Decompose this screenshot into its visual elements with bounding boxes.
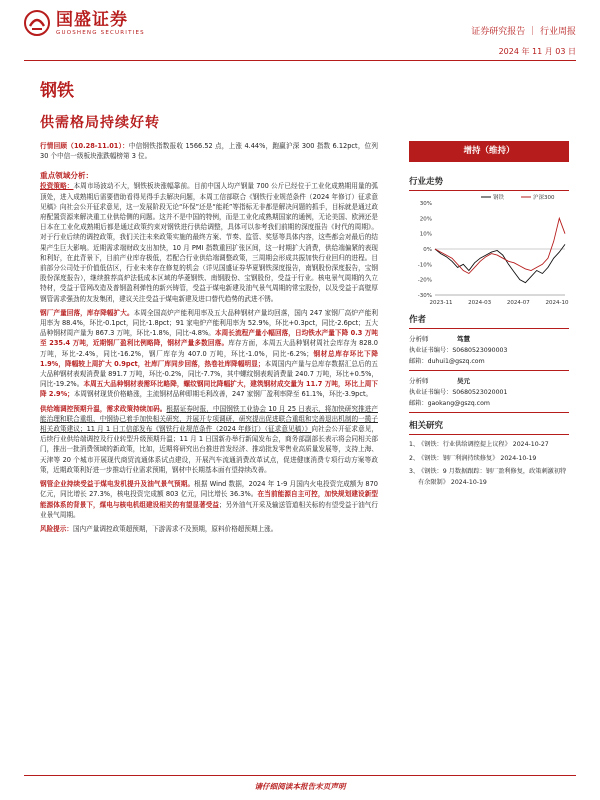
analyst-role: 分析师 [409, 377, 429, 385]
focus-section-title: 重点领域分析： [40, 171, 94, 181]
report-date: 2024 年 11 月 03 日 [498, 47, 576, 56]
document-type: 证券研究报告 ｜ 行业周报 [471, 27, 576, 37]
y-tick-label: 0% [423, 247, 432, 253]
y-tick-label: -20% [417, 277, 432, 284]
supply-policy-text-2: 向社会公开征求意见，后续行业供给端调控及行业转型升级预期升温；11 月 1 日国新办举行新闻发布会，商务部副部长表示将会同相关部门，推出一批消费领域的新政策，比如，近期将研究出台推进首发经济、推动批发零售业高质量发展等，支持上海、天津等 20 个城市开展现代商贸流通体系试点建设，开展汽车流通消费改革试点，促进健康消费专项行动方案等政策，近期政策利好进一步推动行业需求预期，钢材中长期基本面有望持续改善。 [40, 425, 379, 474]
output-inventory-lead: 钢厂产量回落，库存降幅扩大。 [40, 308, 134, 317]
output-inventory-highlight-2: 钢材总库存环比下降 1.9%，降幅较上周扩大 0.9pct，社库厂库同步回落，热卷社库降幅明显； [40, 349, 379, 368]
rating-badge: 增持（维持） [409, 141, 569, 162]
email-address[interactable]: duhui1@gszq.com [427, 358, 485, 365]
supply-policy [40, 404, 378, 475]
investment-strategy [40, 181, 378, 303]
series-line-csi300 [435, 218, 565, 273]
related-report-item[interactable] [409, 467, 569, 488]
company-logo [24, 10, 145, 36]
report-headline: 供需格局持续好转 [40, 115, 160, 131]
footer-divider [24, 775, 576, 776]
risk-warning [40, 524, 378, 534]
output-inventory-text-1: 本周全国高炉产能利用率及五大品种钢材产量均回落，国内 247 家钢厂高炉产能利用率为 88.4%，环比-0.1pct，同比-1.8pct；91 家电炉产能利用率为 52.9%，环比+0.3pct，同比-2.6pct；五大品种钢材周产量为 867.3 万吨，环比-1.8%，同比-4.8%。 [40, 308, 379, 338]
trend-chart [409, 191, 569, 309]
x-tick-label: 2024-10 [545, 300, 569, 306]
analyst-name: 笃慧 [457, 335, 470, 343]
market-review-text: 中信钢铁指数报收 1566.52 点，上涨 4.44%，跑赢沪深 300 指数 6.12pct，位列 30 个中信一级板块涨跌幅榜第 3 位。 [40, 142, 378, 161]
supply-policy-text-1: 根据证券时报，中国钢铁工业协会 10 月 25 日表示，将加快研究推进产能治理和联合重组，中钢协已着手加快相关研究，并展开专项调研，研究提出促进联合重组和完善退出机制的一揽子相关政策建议；11 月 1 日工信部发布《钢铁行业规范条件（2024 年修订）（征求意见稿）》 [40, 404, 378, 434]
trend-chart-svg [409, 191, 569, 309]
market-review-title: 行情回顾（10.28-11.01）： [40, 142, 129, 150]
x-tick-label: 2024-07 [506, 300, 530, 306]
analyst-license [409, 345, 569, 356]
related-text: 《钢铁：钢厂利润持续修复》 2024-10-19 [418, 454, 537, 462]
y-tick-label: -10% [417, 262, 432, 269]
related-text: 《钢铁：9 月数据跟踪：钢厂盈利修复，政策刺激初特有余限制》 2024-10-19 [418, 468, 567, 486]
related-index: 1、 [409, 441, 420, 448]
y-tick-label: 10% [419, 231, 432, 238]
y-tick-label: 30% [419, 201, 432, 207]
related-text: 《钢铁：行业供给调控提上议程》 2024-10-27 [418, 441, 549, 448]
x-tick-label: 2024-03 [468, 300, 492, 306]
output-inventory [40, 308, 378, 400]
analyst-license [409, 387, 569, 398]
industry-title: 钢铁 [40, 81, 74, 101]
license-number: S0680523090003 [452, 347, 508, 354]
supply-policy-lead: 供给端调控预期升温，需求政策持续加码。 [40, 404, 167, 413]
pipe-companies-text-1: 根据 Wind 数据，2024 年 1-9 月国内火电投资完成额为 870 亿元，同比增长 27.3%，核电投资完成额 803 亿元，同比增长 36.3%。 [40, 480, 378, 499]
output-inventory-text-4: 本周钢材现货价格略涨，主流钢材品种即期毛利改善，247 家钢厂盈利率降至 61.1%，环比-3.9pct。 [73, 390, 373, 399]
sidebar [409, 141, 569, 491]
email-address[interactable]: gaokang@gszq.com [427, 400, 490, 407]
pipe-companies [40, 479, 378, 520]
logo-text-cn: 国盛证券 [56, 9, 128, 30]
series-line-steel [435, 244, 565, 282]
market-review [40, 141, 378, 161]
report-header [0, 0, 600, 62]
analyst-block [409, 375, 569, 413]
analyst-title: 作者 [409, 313, 569, 329]
license-label: 执业证书编号： [409, 389, 453, 396]
pipe-companies-highlight: 在当前能源自主可控，加快规划建设新型能源体系的背景下，煤电与核电机组建设相关的有望显著受益 [40, 490, 379, 509]
license-label: 执业证书编号： [409, 347, 453, 354]
x-tick-label: 2023-11 [429, 300, 453, 306]
pipe-companies-text-2: ；另外油气开采及输送管道相关标的有望受益于油气行业景气周期。 [40, 500, 379, 519]
related-index: 3、 [409, 468, 420, 475]
main-column [40, 141, 378, 534]
analyst-name-row [409, 333, 569, 345]
analyst-role: 分析师 [409, 335, 429, 343]
header-divider [24, 60, 576, 61]
analyst-list [409, 333, 569, 413]
related-title: 相关研究 [409, 419, 569, 435]
output-inventory-highlight-1: 本周长流程产量小幅回落，日均铁水产量下降 0.3 万吨至 235.4 万吨，近期钢厂盈利比例略降，钢材产量多数回落。 [40, 329, 378, 348]
trend-title: 行业走势 [409, 175, 569, 191]
analyst-email [409, 398, 569, 409]
logo-text-en: GUOSHENG SECURITIES [56, 29, 145, 36]
analyst-divider [409, 412, 569, 413]
license-number: S0680523020001 [452, 389, 508, 396]
related-list [409, 440, 569, 488]
investment-strategy-lead: 投资策略： [40, 182, 74, 191]
risk-warning-lead: 风险提示： [40, 524, 73, 533]
output-inventory-text-2: 库存方面，本周五大品种钢材周社会库存为 828.0 万吨，环比-2.4%，同比-16.2%，钢厂库存为 407.0 万吨，环比-1.0%，同比-6.2%； [40, 339, 378, 358]
analyst-divider [409, 370, 569, 371]
email-label: 邮箱： [409, 358, 428, 365]
pipe-companies-lead: 钢管企业持续受益于煤电发机提升及油气景气预期。 [40, 480, 195, 489]
y-tick-label: -30% [417, 293, 432, 299]
related-report-item[interactable] [409, 440, 569, 451]
output-inventory-text-3: 本周国内产量与总库存数据汇总后的五大品种钢材表观消费量 891.7 万吨，环比-0.2%，同比-7.7%，其中螺纹钢表观消费量 240.7 万吨，环比+0.5%，同比-19.2%。 [40, 359, 379, 389]
analyst-block [409, 333, 569, 371]
related-index: 2、 [409, 454, 420, 462]
y-tick-label: 20% [419, 216, 432, 223]
logo-mark-icon [24, 10, 50, 36]
related-report-item[interactable] [409, 454, 569, 465]
footer-disclaimer: 请仔细阅读本报告末页声明 [254, 782, 346, 791]
analyst-name-row [409, 375, 569, 387]
output-inventory-highlight-3: 本周五大品种钢材表需环比略降，螺纹钢同比降幅扩大，建筑钢材成交量为 11.7 万吨，环比上周下降 2.9%； [40, 380, 379, 399]
legend-label: 沪深300 [533, 195, 555, 201]
legend-label: 钢铁 [493, 195, 505, 201]
investment-strategy-text: 本周市场波动不大，钢铁板块涨幅靠前。目前中国人均产钢量 700 公斤已经位于工业化成熟期用量的弧顶处，进入成熟期后需要借助看得见得手去解决问题，本周工信部联合《钢铁行业规范条件（2024 年修订）征求意见稿》向社会公开征求意见，这一发展阶段无论“环保”还是“能耗”等指标无非都是解决问题的抓手，目标就是通过政府配置资源来解决重工业供给侧的问题。这并不是中国的特例，而是工业化成熟期国家的通例，无论美国、欧洲还是日本在工业化成熟期后都是通过政策约束对钢铁进行供给调整，具体可以参考我们前期的深度报告《时代的周期》。对于行业后续的调控政策，我们关注未来政策实施的最终方案、节奏、监管、奖惩等具体内容，这些都会对最后的结果产生巨大影响。近期需求端财政支出加快，10 月 PMI 指数重回扩张区间，这一时期扩大消费，供给端偏紧的表现和利好，在此背景下，目前产业库存极低，若配合行业供给端调整政策，三周期会形成共振加快行业回归的进程。目前部分公司处于价值低估区，行业未来存在修复的机会（详见国盛证券华夏钢铁深度报告，南钢股份深度报告，宝钢股份深度报告），继续推荐高炉法低成本区域的华菱钢铁、南钢股份、宝钢股份，受益于行业。核电景气周期的久立特材，受益于管网改造及普钢盈利弹性的新兴铸管，受益于煤电新建及油气景气周期的常宝股份，以及受益于高壁厚钢管需求强劲的友发集团，建议关注受益于煤电新建及进口替代趋势的武进不锈。 [40, 182, 378, 303]
analyst-email [409, 356, 569, 367]
analyst-name: 吴元 [457, 377, 470, 385]
email-label: 邮箱： [409, 400, 428, 407]
risk-warning-text: 国内产量调控政策超预期，下游需求不及预期，原料价格超预期上涨。 [72, 524, 278, 533]
